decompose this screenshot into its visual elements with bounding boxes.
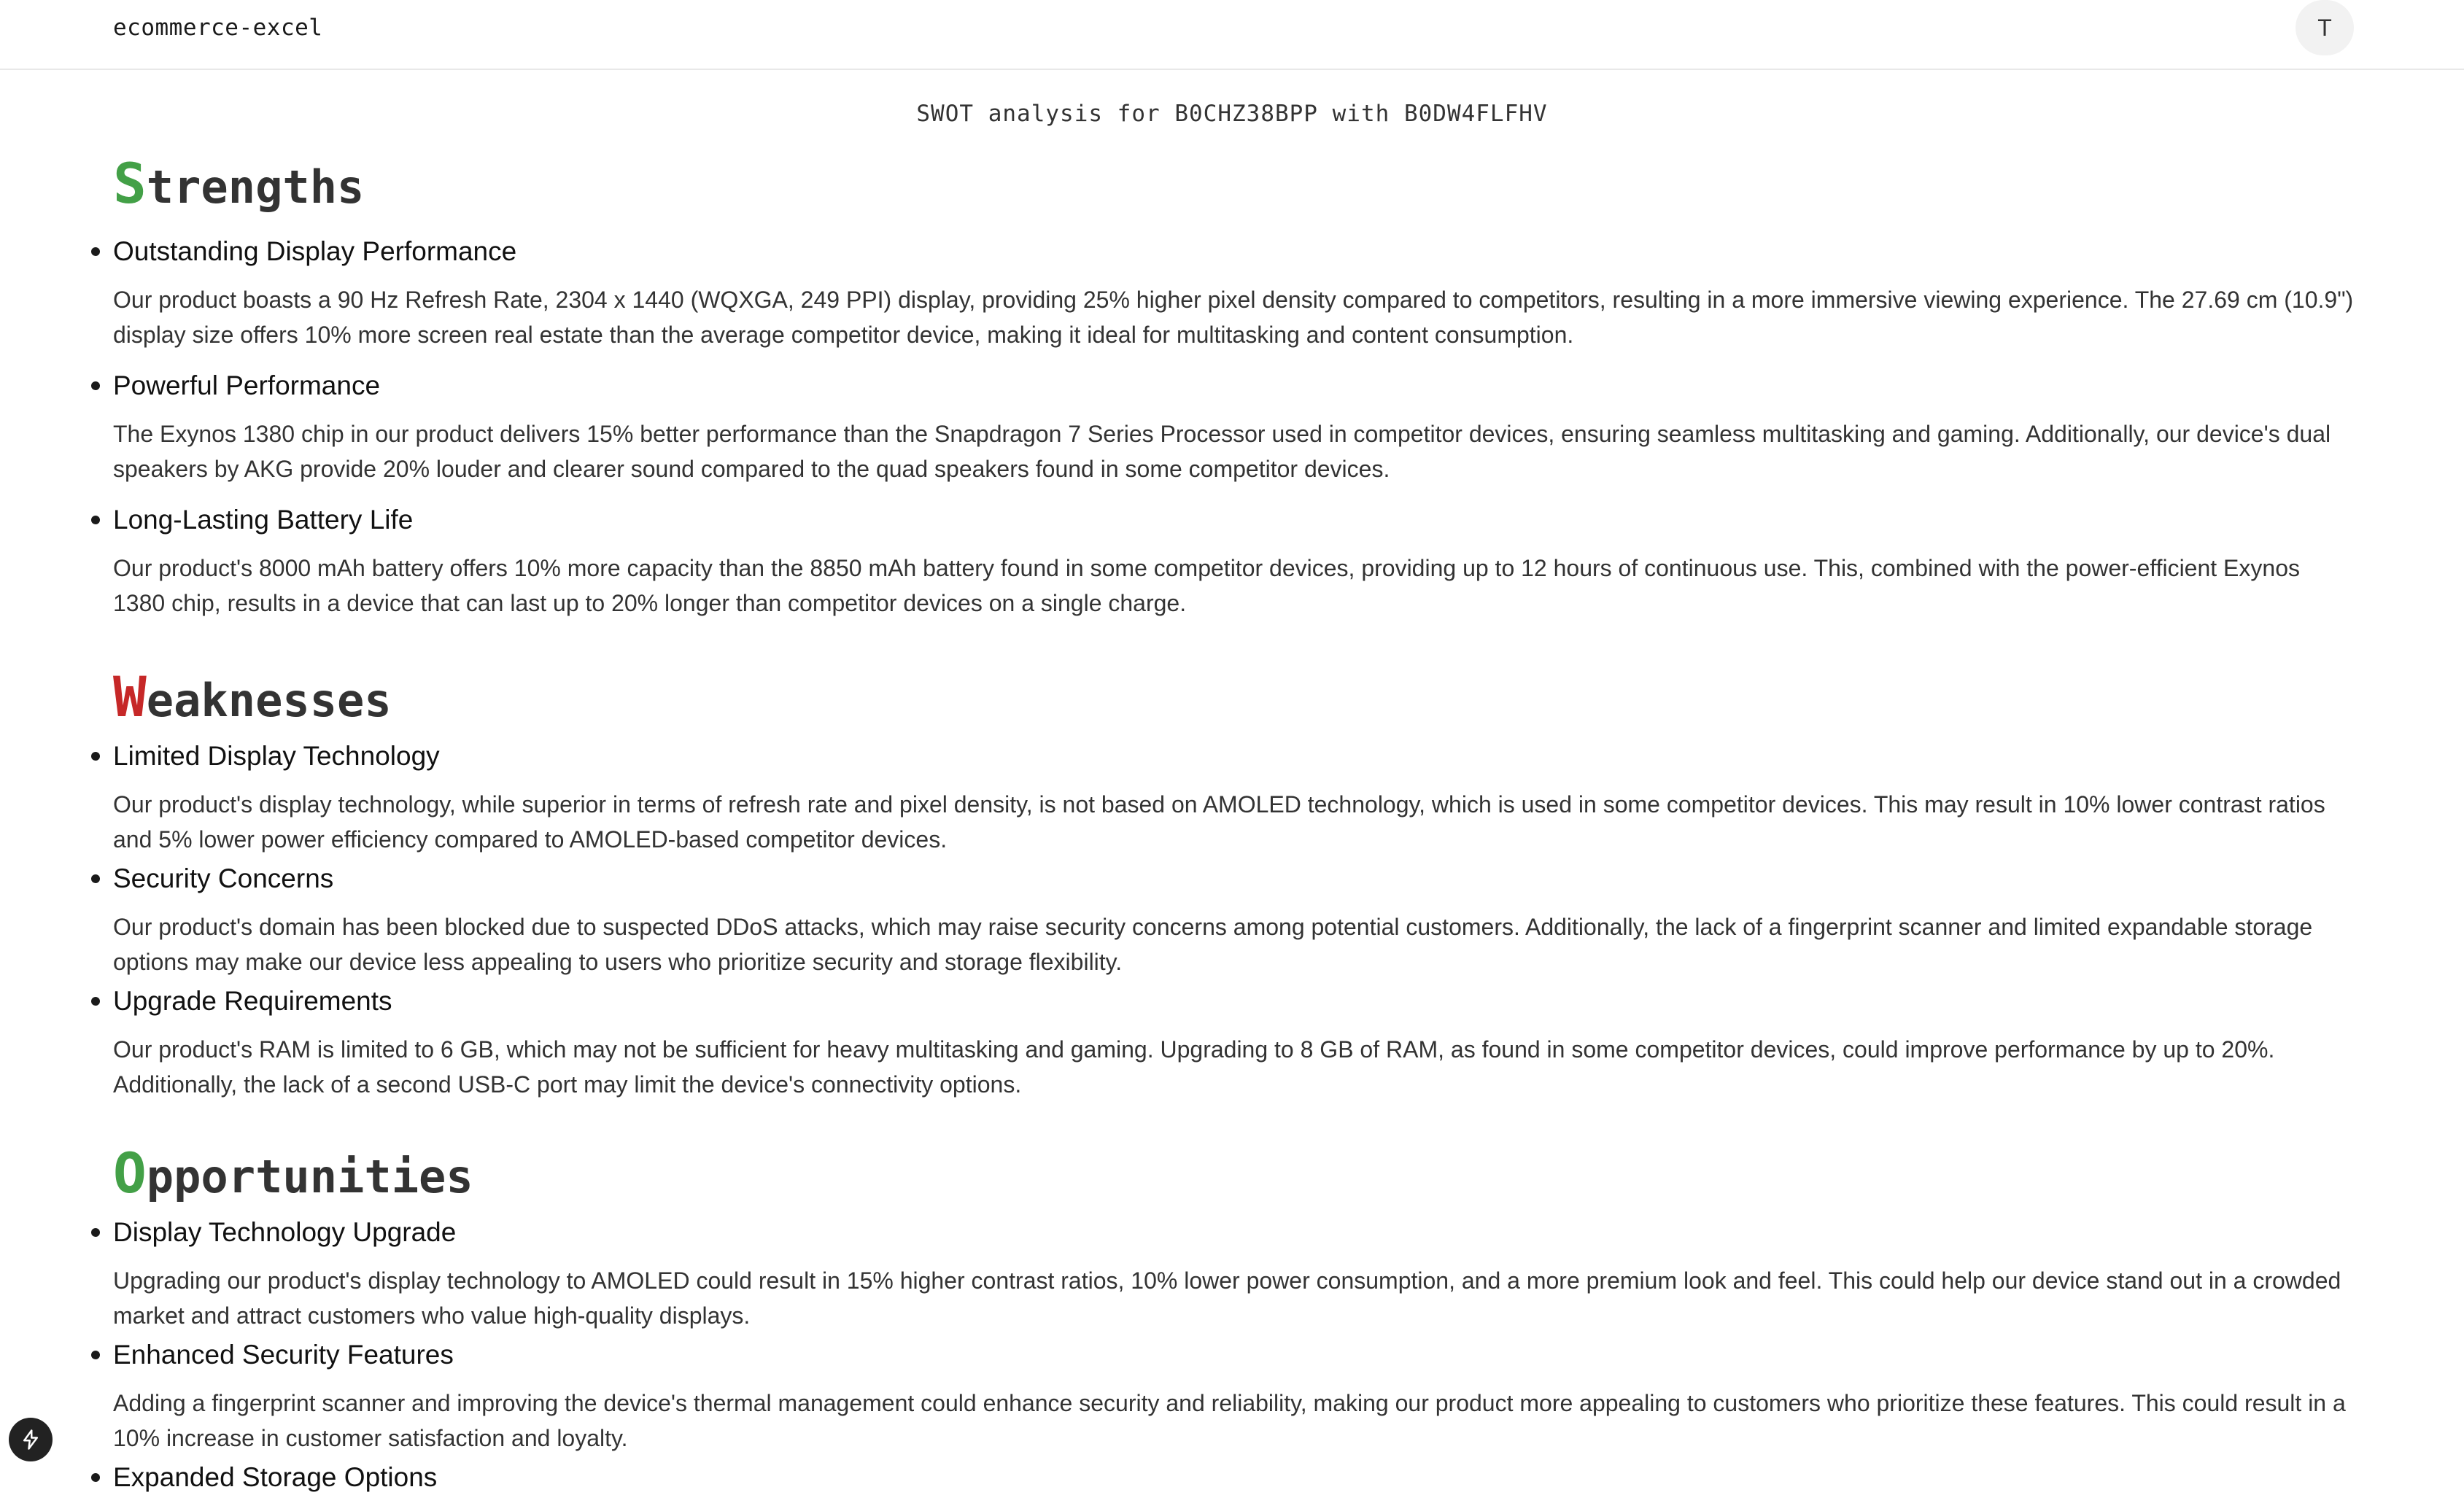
- opportunities-heading-initial: O: [113, 1141, 147, 1205]
- weaknesses-heading: [113, 664, 2356, 729]
- app-title[interactable]: ecommerce-excel: [113, 15, 323, 41]
- strengths-heading-rest: trengths: [146, 160, 365, 214]
- item-title: Outstanding Display Performance: [113, 236, 517, 266]
- item-body: Adding a fingerprint scanner and improving the device's thermal management could enhance security and reliability, making our product more appealing to customers who prioritize these features. This could result in a 10% increase in customer satisfaction and loyalty.: [113, 1390, 2346, 1451]
- page-title: SWOT analysis for B0CHZ38BPP with B0DW4FLFHV: [916, 101, 1548, 127]
- lightning-bolt-icon: [20, 1429, 42, 1451]
- opportunities-section: [113, 1141, 2356, 1492]
- top-bar: [0, 0, 2464, 70]
- weaknesses-section: [113, 664, 2356, 1098]
- opportunities-heading-rest: pportunities: [146, 1150, 473, 1203]
- item-title: Display Technology Upgrade: [113, 1217, 457, 1247]
- list-item: [113, 861, 2356, 979]
- list-item: [113, 739, 2356, 857]
- list-item: [113, 1460, 2356, 1495]
- item-body: Upgrading our product's display technology to AMOLED could result in 15% higher contrast ratios, 10% lower power consumption, and a more premium look and feel. This could help our device stand out in a crowded market and attract customers who value high-quality displays.: [113, 1267, 2341, 1329]
- opportunities-heading: [113, 1141, 2356, 1205]
- weaknesses-heading-initial: W: [113, 664, 147, 729]
- list-item: [113, 984, 2356, 1102]
- item-title: Expanded Storage Options: [113, 1462, 438, 1492]
- item-title: Security Concerns: [113, 863, 334, 893]
- list-item: [113, 1215, 2356, 1333]
- item-body: Our product's RAM is limited to 6 GB, which may not be sufficient for heavy multitasking and gaming. Upgrading to 8 GB of RAM, as found in some competitor devices, could improve performance by up to 20%. Additionally, the lack of a second USB-C port may limit the device's connectivity options.: [113, 1036, 2275, 1098]
- weaknesses-heading-rest: eaknesses: [146, 674, 392, 727]
- lightning-bolt-button[interactable]: [9, 1418, 53, 1461]
- strengths-heading: [113, 151, 2356, 216]
- item-body: Our product's 8000 mAh battery offers 10% more capacity than the 8850 mAh battery found in some competitor devices, providing up to 12 hours of continuous use. This, combined with the power-efficient Exynos 1380 chip, results in a device that can last up to 20% longer than competitor devices on a single charge.: [113, 555, 2300, 616]
- list-item: [113, 1337, 2356, 1456]
- item-title: Powerful Performance: [113, 370, 381, 400]
- strengths-section: [113, 151, 2356, 616]
- item-title: Enhanced Security Features: [113, 1340, 454, 1370]
- list-item: [113, 502, 2356, 621]
- list-item: [113, 368, 2356, 486]
- user-avatar[interactable]: T: [2296, 0, 2354, 55]
- list-item: [113, 234, 2356, 352]
- item-body: Our product boasts a 90 Hz Refresh Rate, 2304 x 1440 (WQXGA, 249 PPI) display, providing 25% higher pixel density compared to competitors, resulting in a more immersive viewing experience. The 27.69 cm (10.9") display size offers 10% more screen real estate than the average competitor device, making it ideal for multitasking and content consumption.: [113, 287, 2354, 348]
- item-body: Our product's domain has been blocked due to suspected DDoS attacks, which may raise security concerns among potential customers. Additionally, the lack of a fingerprint scanner and limited expandable storage options may make our device less appealing to users who prioritize security and storage flexibility.: [113, 914, 2313, 975]
- item-body: The Exynos 1380 chip in our product delivers 15% better performance than the Snapdragon 7 Series Processor used in competitor devices, ensuring seamless multitasking and gaming. Additionally, our device's dual speakers by AKG provide 20% louder and clearer sound compared to the quad speakers found in some competitor devices.: [113, 421, 2331, 482]
- item-title: Long-Lasting Battery Life: [113, 505, 414, 535]
- item-title: Upgrade Requirements: [113, 986, 392, 1016]
- strengths-heading-initial: S: [113, 151, 147, 216]
- item-body: Our product's display technology, while superior in terms of refresh rate and pixel density, is not based on AMOLED technology, which is used in some competitor devices. This may result in 10% lower contrast ratios and 5% lower power efficiency compared to AMOLED-based competitor devices.: [113, 791, 2325, 853]
- item-title: Limited Display Technology: [113, 741, 440, 771]
